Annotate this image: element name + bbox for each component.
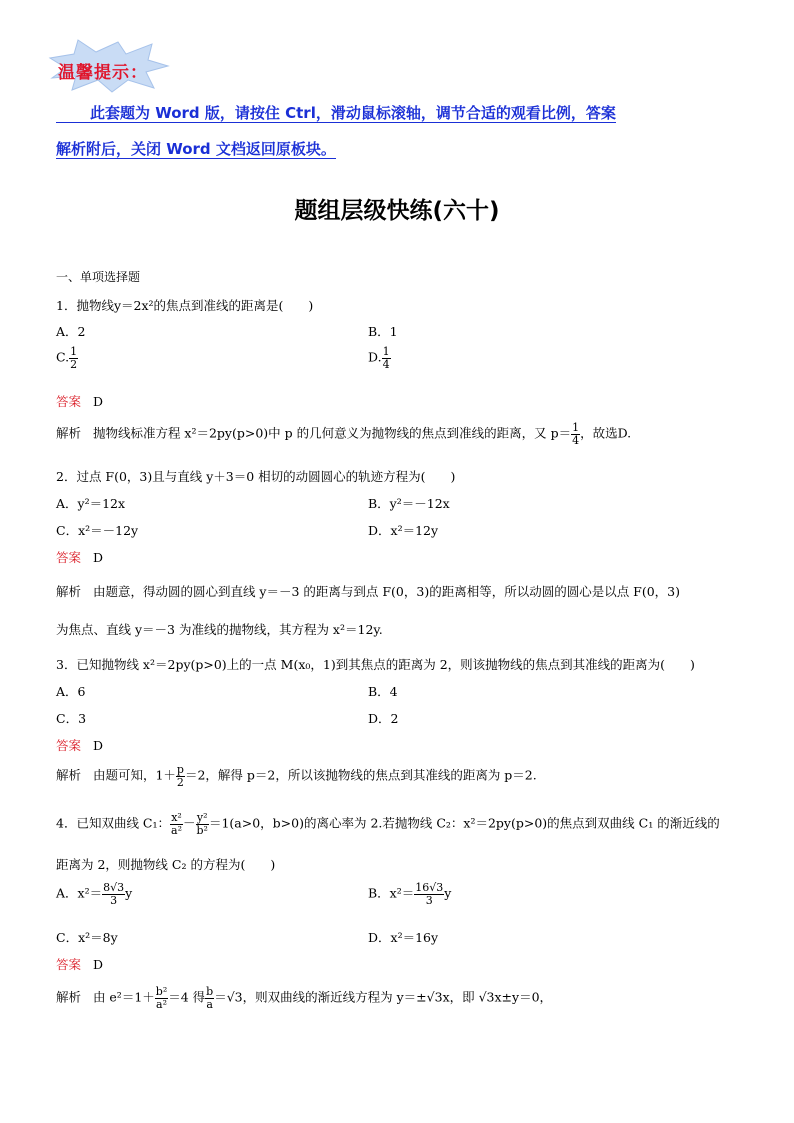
q4-stem-line-1: 4．已知双曲线 C₁： $\frac{\text{x²}}{\text{a²}}$ － $\frac{\text{y²}}{\text{b²}}$ ＝1(a>0，b>0)的离心率为 2.若抛物线 C₂：x²＝2py(p>0)的焦点到双曲线 C₁ 的渐近线的	[56, 811, 720, 837]
q3-analysis: 解析 由题可知，1＋ $\frac{p}{2}$ ＝2，解得 p＝2，所以该抛物线的焦点到其准线的距离为 p＝2.	[56, 763, 537, 789]
q3-option-a: A．6	[56, 684, 86, 699]
q4-answer: 答案 D	[56, 957, 103, 972]
q3-stem: 3．已知抛物线 x²＝2py(p>0)上的一点 M(x₀，1)到其焦点的距离为 2，则该抛物线的焦点到其准线的距离为( )	[56, 657, 695, 672]
q2-stem: 2．过点 F(0，3)且与直线 y＋3＝0 相切的动圆圆心的轨迹方程为( )	[56, 469, 456, 484]
q1-stem: 1．抛物线y＝2x²的焦点到准线的距离是( )	[56, 298, 314, 313]
q4-option-c: C．x²＝8y	[56, 930, 118, 945]
q4-option-b: B．x²＝ $\frac{16√3}{3}$ y	[368, 881, 452, 907]
q1-option-a: A．2	[56, 324, 86, 339]
page-title: 题组层级快练(六十)	[294, 198, 500, 224]
q1-option-d: D. $\frac{1}{4}$	[368, 345, 390, 371]
q4-option-a: A．x²＝ $\frac{8√3}{3}$ y	[56, 881, 133, 907]
q2-option-a: A．y²＝12x	[56, 496, 126, 511]
q4-option-d: D．x²＝16y	[368, 930, 439, 945]
q2-analysis-line-1: 解析 由题意，得动圆的圆心到直线 y＝－3 的距离与到点 F(0，3)的距离相等，所以动圆的圆心是以点 F(0，3)	[56, 584, 681, 599]
q4-analysis: 解析 由 e²＝1＋ $\frac{\text{b²}}{\text{a²}}$ ＝4 得 $\frac{b}{a}$ ＝√3，则双曲线的渐近线方程为 y＝±√3x，即 √3x±y＝0，	[56, 985, 553, 1011]
q3-option-b: B．4	[368, 684, 398, 699]
q2-option-c: C．x²＝－12y	[56, 523, 139, 538]
q1-option-b: B．1	[368, 324, 398, 339]
q1-answer: 答案 D	[56, 394, 103, 409]
q3-answer: 答案 D	[56, 738, 103, 753]
q2-analysis-line-2: 为焦点、直线 y＝－3 为准线的抛物线，其方程为 x²＝12y.	[56, 622, 383, 637]
q2-option-d: D．x²＝12y	[368, 523, 439, 538]
q3-option-d: D．2	[368, 711, 399, 726]
tip-line-1: 此套题为 Word 版，请按住 Ctrl，滑动鼠标滚轴，调节合适的观看比例，答案	[56, 96, 746, 130]
section-heading: 一、单项选择题	[56, 270, 141, 284]
q2-option-b: B．y²＝－12x	[368, 496, 450, 511]
q3-option-c: C．3	[56, 711, 87, 726]
tip-label: 温馨提示：	[58, 63, 148, 83]
q2-answer: 答案 D	[56, 550, 103, 565]
q1-option-c: C. $\frac{1}{2}$	[56, 345, 78, 371]
q4-stem-line-2: 距离为 2，则抛物线 C₂ 的方程为( )	[56, 857, 276, 872]
tip-line-2: 解析附后，关闭 Word 文档返回原板块。	[56, 140, 336, 158]
q1-analysis: 解析 抛物线标准方程 x²＝2py(p>0)中 p 的几何意义为抛物线的焦点到准线的距离，又 p＝ $\frac{1}{4}$ ，故选D.	[56, 421, 632, 447]
